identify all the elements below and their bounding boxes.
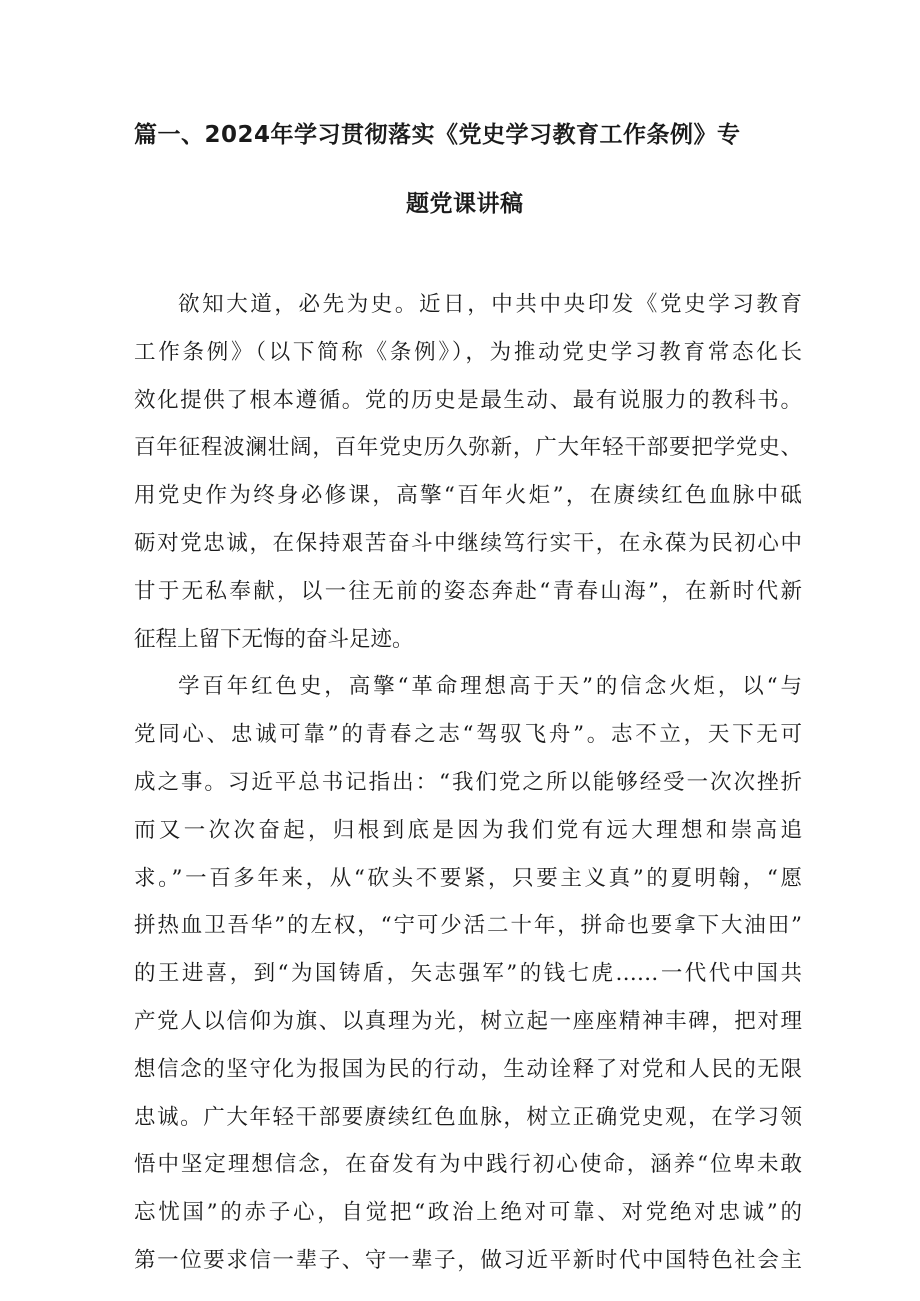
text-line: 工作条例》（以下简称《条例》），为推动党史学习教育常态化长 xyxy=(134,339,802,365)
text-line: 征程上留下无悔的奋斗足迹。 xyxy=(134,626,414,652)
document-title-line-2: 题党课讲稿 xyxy=(406,191,524,217)
text-line: 成之事。习近平总书记指出：“我们党之所以能够经受一次次挫折 xyxy=(134,769,802,795)
text-line: 用党史作为终身必修课，高擎“百年火炬”，在赓续红色血脉中砥 xyxy=(134,483,802,509)
paragraph-2 xyxy=(134,663,802,1284)
text-line: 拼热血卫吾华”的左权，“宁可少活二十年，拼命也要拿下大油田” xyxy=(134,913,802,939)
text-line: 百年征程波澜壮阔，百年党史历久弥新，广大年轻干部要把学党史、 xyxy=(134,435,802,461)
text-line: 第一位要求信一辈子、守一辈子，做习近平新时代中国特色社会主 xyxy=(134,1247,802,1273)
text-line: 产党人以信仰为旗、以真理为光，树立起一座座精神丰碑，把对理 xyxy=(134,1008,802,1034)
text-line: 党同心、忠诚可靠”的青春之志“驾驭飞舟”。志不立，天下无可 xyxy=(134,722,802,748)
text-line: 想信念的坚守化为报国为民的行动，生动诠释了对党和人民的无限 xyxy=(134,1056,802,1082)
text-line: 欲知大道，必先为史。近日，中共中央印发《党史学习教育 xyxy=(178,292,802,317)
text-line: 甘于无私奉献，以一往无前的姿态奔赴“青春山海”，在新时代新 xyxy=(134,578,802,604)
text-line: 忠诚。广大年轻干部要赓续红色血脉，树立正确党史观，在学习领 xyxy=(134,1104,802,1130)
document-title-line-1: 篇一、2024年学习贯彻落实《党史学习教育工作条例》专 xyxy=(134,122,741,148)
text-line: 求。”一百多年来，从“砍头不要紧，只要主义真”的夏明翰，“愿 xyxy=(134,865,802,891)
text-line: 悟中坚定理想信念，在奋发有为中践行初心使命，涵养“位卑未敢 xyxy=(134,1152,802,1178)
text-line: 学百年红色史，高擎“革命理想高于天”的信念火炬，以“与 xyxy=(178,674,802,700)
text-line: 砺对党忠诚，在保持艰苦奋斗中继续笃行实干，在永葆为民初心中 xyxy=(134,530,802,556)
text-line: 而又一次次奋起，归根到底是因为我们党有远大理想和崇高追 xyxy=(134,817,802,843)
text-line: 忘忧国”的赤子心，自觉把“政治上绝对可靠、对党绝对忠诚”的 xyxy=(134,1200,802,1226)
document-body xyxy=(134,281,802,1285)
text-line: 效化提供了根本遵循。党的历史是最生动、最有说服力的教科书。 xyxy=(134,387,802,413)
text-line: 的王进喜，到“为国铸盾，矢志强军”的钱七虎……一代代中国共 xyxy=(134,961,802,987)
paragraph-1 xyxy=(134,281,802,663)
